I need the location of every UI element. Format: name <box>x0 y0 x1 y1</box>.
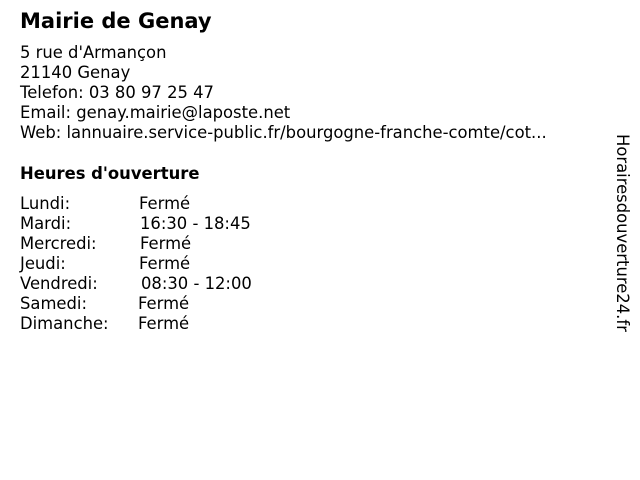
hours-value: Fermé <box>139 194 191 213</box>
hours-value: 16:30 - 18:45 <box>140 214 251 233</box>
phone-line: Telefon: 03 80 97 25 47 <box>20 83 214 102</box>
day-label: Dimanche: <box>20 314 109 333</box>
contact-info <box>20 43 547 143</box>
day-label: Vendredi: <box>20 274 98 293</box>
hours-value: Fermé <box>138 314 190 333</box>
website-line: Web: lannuaire.service-public.fr/bourgogne-franche-comte/cot... <box>20 123 547 142</box>
day-label: Mercredi: <box>20 234 97 253</box>
day-label: Samedi: <box>20 294 87 313</box>
email-line: Email: genay.mairie@laposte.net <box>20 103 291 122</box>
page-title: Mairie de Genay <box>20 9 212 33</box>
day-label: Jeudi: <box>20 254 66 273</box>
hours-value: Fermé <box>140 234 192 253</box>
day-label: Lundi: <box>20 194 71 213</box>
opening-hours-heading: Heures d'ouverture <box>20 164 200 183</box>
site-watermark: Horairesdouverture24.fr <box>613 134 632 332</box>
day-label: Mardi: <box>20 214 72 233</box>
street-address: 5 rue d'Armançon <box>20 43 167 62</box>
hours-value: 08:30 - 12:00 <box>141 274 252 293</box>
hours-value: Fermé <box>138 294 190 313</box>
hours-value: Fermé <box>139 254 191 273</box>
postal-city: 21140 Genay <box>20 63 131 82</box>
